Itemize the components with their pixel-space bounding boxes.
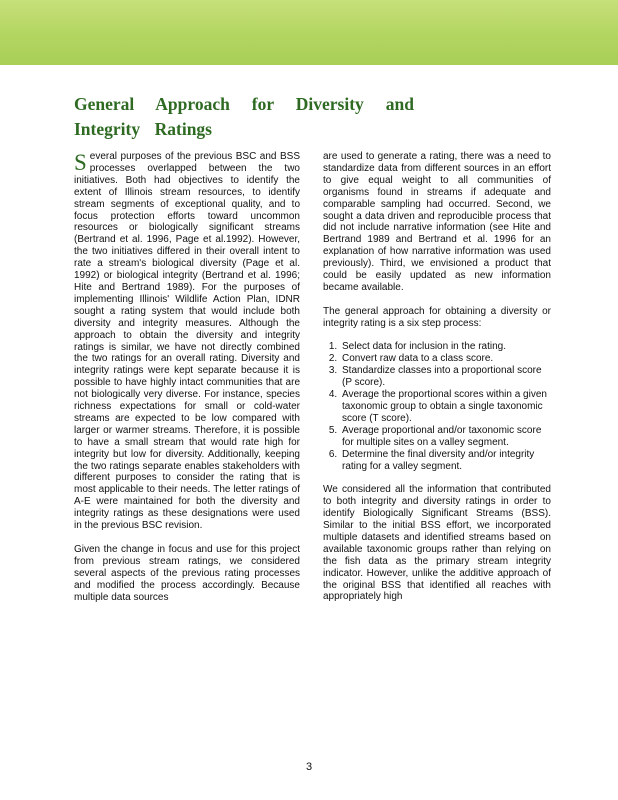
page-number: 3	[305, 761, 313, 773]
right-paragraph-1: are used to generate a rating, there was a need to standardize data from different sources in an effort to give equal weight to all communities of organisms found in streams if adequate and comparable sampling had occurred. Second, we sought a data driven and reproducible process that did not include narrative information (see Hite and Bertrand 1989 and Bertrand et al. 1996 for an explanation of how narrative information was used previously). Third, we envisioned a product that could be easily updated as new information became available.	[323, 151, 551, 293]
drop-cap: S	[74, 150, 87, 175]
left-paragraph-1	[74, 151, 300, 532]
right-paragraph-2: The general approach for obtaining a diversity or integrity rating is a six step process:	[323, 305, 551, 329]
left-column	[74, 151, 300, 603]
page-title	[74, 92, 414, 142]
step-item: 1. Select data for inclusion in the rating.	[340, 341, 551, 353]
title-line-2: Integrity Ratings	[74, 119, 212, 139]
left-paragraph-2: Given the change in focus and use for this project from previous stream ratings, we considered several aspects of the previous rating processes and modified the process accordingly. Because multiple data sources	[74, 543, 300, 603]
step-item: 4. Average the proportional scores within a given taxonomic group to obtain a single taxonomic score (T score).	[340, 389, 551, 425]
header-band	[0, 0, 618, 65]
step-item: 5. Average proportional and/or taxonomic score for multiple sites on a valley segment.	[340, 425, 551, 449]
step-item: 3. Standardize classes into a proportional score (P score).	[340, 365, 551, 389]
steps-list	[323, 341, 551, 472]
title-line-1: General Approach for Diversity and	[74, 94, 414, 114]
left-paragraph-1-text: everal purposes of the previous BSC and BSS processes overlapped between the two initiatives. Both had objectives to identify the extent of Illinois stream resources, to identify stream segments of exceptional quality, and to focus protection efforts toward uncommon resources or biologically significant streams (Bertrand et al. 1996, Page et al.1992). However, the two initiatives differed in their overall intent to rate a stream's biological diversity (Page et al. 1992) or biological integrity (Bertrand et al. 1996; Hite and Bertrand 1989). For the purposes of implementing Illinois' Wildlife Action Plan, IDNR sought a rating system that would include both diversity and integrity measures. Although the approach to obtain the diversity and integrity ratings is similar, we have not directly combined the two ratings for an overall rating. Diversity and integrity ratings were kept separate because it is possible to have highly intact communities that are not biologically very diverse. For instance, species richness expectations for small or cold-water streams are expected to be low compared with larger or warmer streams. Therefore, it is possible to have a small stream that would rate high for integrity but low for diversity. Additionally, keeping the two ratings separate enables stakeholders with different purposes to consider the rating that is most applicable to their needs. The letter ratings of A-E were maintained for both the diversity and integrity ratings as these designations were used in the previous BSC revision.	[74, 151, 300, 532]
step-item: 2. Convert raw data to a class score.	[340, 353, 551, 365]
step-item: 6. Determine the final diversity and/or integrity rating for a valley segment.	[340, 449, 551, 473]
right-paragraph-3: We considered all the information that contributed to both integrity and diversity ratings in order to identify Biologically Significant Streams (BSS). Similar to the initial BSS effort, we incorporated multiple datasets and identified streams based on available taxonomic groups rather than relying on the fish data as the primary stream integrity indicator. However, unlike the additive approach of the original BSS that identified all reaches with appropriately high	[323, 484, 551, 603]
right-column	[323, 151, 551, 603]
